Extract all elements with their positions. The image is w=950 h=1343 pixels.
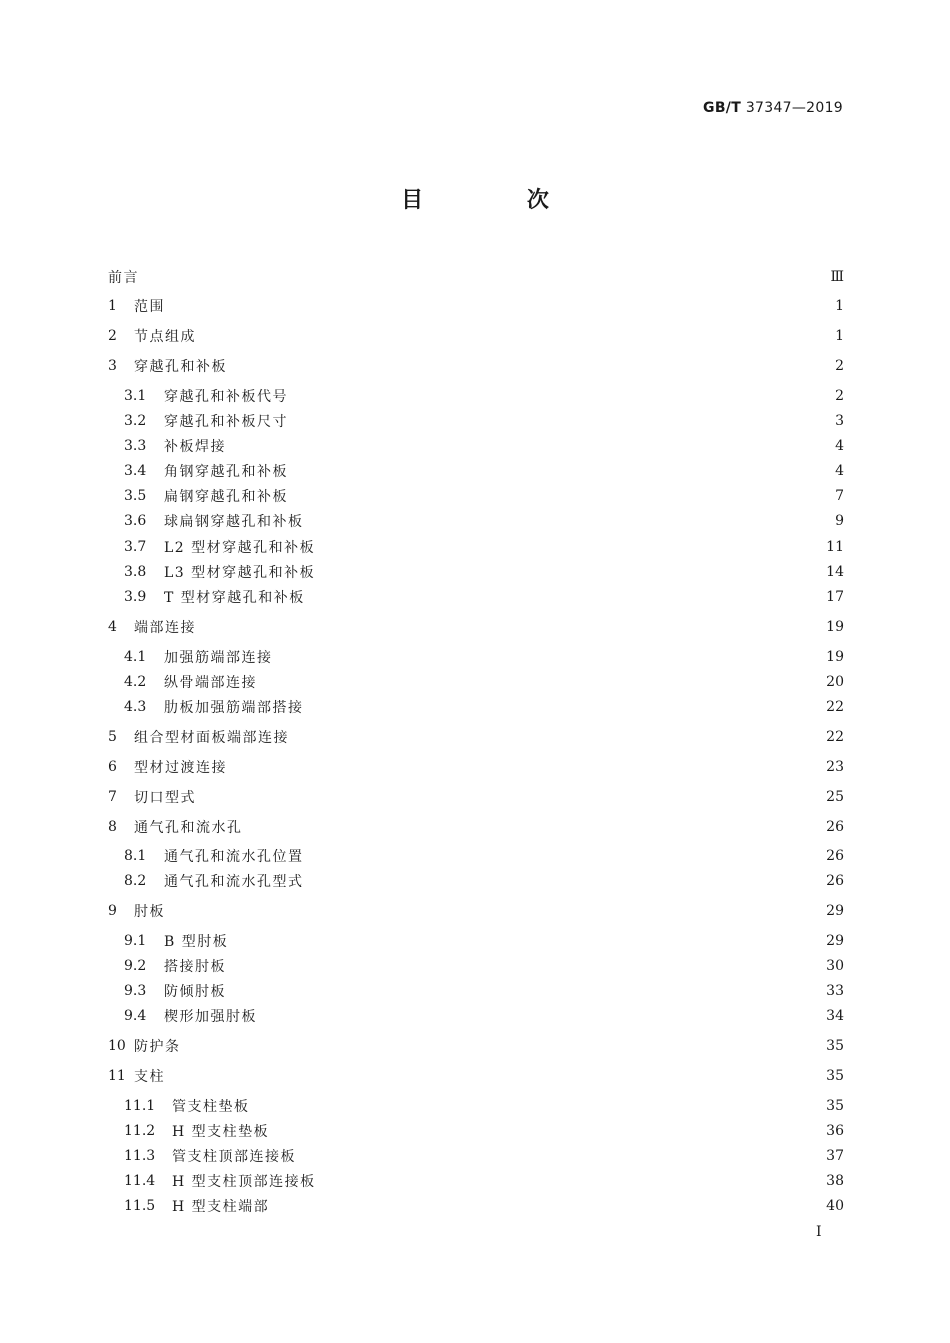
toc-leader-dots bbox=[173, 904, 820, 918]
toc-entry-page: 22 bbox=[826, 729, 844, 745]
toc-entry[interactable] bbox=[108, 1119, 844, 1143]
toc-entry-number: 9 bbox=[108, 903, 117, 919]
toc-entry[interactable] bbox=[108, 785, 844, 809]
toc-entry-number: 3.3 bbox=[124, 438, 147, 454]
toc-entry[interactable] bbox=[108, 1144, 844, 1168]
toc-entry-page: 23 bbox=[826, 759, 844, 775]
toc-entry-number: 6 bbox=[108, 759, 117, 775]
page-title: 目 次 bbox=[401, 188, 597, 213]
toc-leader-dots bbox=[147, 270, 824, 284]
toc-entry-page: 9 bbox=[835, 513, 844, 529]
toc-entry-label: L3 型材穿越孔和补板 bbox=[164, 565, 316, 581]
toc-entry-page: 26 bbox=[826, 873, 844, 889]
standard-prefix: GB/T bbox=[703, 100, 742, 116]
toc-entry[interactable] bbox=[108, 815, 844, 839]
toc-entry-number: 9.3 bbox=[124, 983, 147, 999]
toc-entry[interactable] bbox=[108, 409, 844, 433]
toc-entry[interactable] bbox=[108, 670, 844, 694]
toc-entry-page: 38 bbox=[826, 1173, 844, 1189]
toc-leader-dots bbox=[323, 540, 820, 554]
toc-leader-dots bbox=[281, 650, 821, 664]
toc-entry-number: 3 bbox=[108, 358, 117, 374]
toc-entry[interactable] bbox=[108, 560, 844, 584]
toc-entry-page: 30 bbox=[826, 958, 844, 974]
toc-leader-dots bbox=[297, 730, 820, 744]
toc-entry-page: 19 bbox=[826, 619, 844, 635]
toc-entry-page: 11 bbox=[826, 539, 844, 555]
toc-entry[interactable] bbox=[108, 1094, 844, 1118]
toc-entry-page: Ⅲ bbox=[830, 269, 844, 285]
toc-entry[interactable] bbox=[108, 869, 844, 893]
toc-entry-number: 3.5 bbox=[124, 488, 147, 504]
toc-entry-page: 37 bbox=[826, 1148, 844, 1164]
toc-entry-label: 穿越孔和补板 bbox=[134, 359, 227, 375]
toc-entry[interactable] bbox=[108, 509, 844, 533]
toc-entry[interactable] bbox=[108, 265, 844, 289]
toc-entry[interactable] bbox=[108, 755, 844, 779]
toc-entry-number: 11.1 bbox=[124, 1098, 156, 1114]
toc-entry-number: 3.4 bbox=[124, 463, 147, 479]
toc-entry[interactable] bbox=[108, 1034, 844, 1058]
toc-entry-page: 35 bbox=[826, 1098, 844, 1114]
toc-entry-label: 扁钢穿越孔和补板 bbox=[164, 489, 288, 505]
toc-entry-number: 9.4 bbox=[124, 1008, 147, 1024]
toc-entry-number: 8.2 bbox=[124, 873, 147, 889]
toc-entry-page: 1 bbox=[835, 328, 844, 344]
toc-entry-label: L2 型材穿越孔和补板 bbox=[164, 540, 316, 556]
toc-leader-dots bbox=[265, 1009, 820, 1023]
toc-entry-number: 3.1 bbox=[124, 388, 147, 404]
toc-entry-label: 穿越孔和补板代号 bbox=[164, 389, 288, 405]
toc-entry-page: 26 bbox=[826, 848, 844, 864]
toc-entry-label: 肋板加强筋端部搭接 bbox=[164, 700, 304, 716]
toc-leader-dots bbox=[236, 934, 820, 948]
toc-entry-label: B 型肘板 bbox=[164, 934, 229, 950]
toc-leader-dots bbox=[296, 414, 824, 428]
toc-leader-dots bbox=[277, 1124, 820, 1138]
standard-number bbox=[703, 100, 843, 116]
toc-entry-label: 通气孔和流水孔 bbox=[134, 820, 243, 836]
toc-leader-dots bbox=[204, 620, 820, 634]
toc-entry-number: 4.2 bbox=[124, 674, 147, 690]
toc-entry-page: 33 bbox=[826, 983, 844, 999]
toc-entry-number: 11.5 bbox=[124, 1198, 156, 1214]
toc-entry[interactable] bbox=[108, 1169, 844, 1193]
toc-leader-dots bbox=[189, 1039, 821, 1053]
toc-leader-dots bbox=[277, 1199, 820, 1213]
toc-entry-number: 1 bbox=[108, 298, 117, 314]
toc-entry-label: 范围 bbox=[134, 299, 165, 315]
toc-entry-label: 通气孔和流水孔型式 bbox=[164, 874, 304, 890]
toc-entry[interactable] bbox=[108, 954, 844, 978]
page-number: I bbox=[816, 1224, 822, 1240]
toc-entry-label: 防护条 bbox=[134, 1039, 181, 1055]
toc-entry-label: 楔形加强肘板 bbox=[164, 1009, 257, 1025]
toc-entry-label: 管支柱垫板 bbox=[172, 1099, 250, 1115]
toc-entry-number: 11.3 bbox=[124, 1148, 156, 1164]
toc-entry-page: 29 bbox=[826, 903, 844, 919]
toc-entry-label: H 型支柱顶部连接板 bbox=[172, 1174, 316, 1190]
toc-entry-number: 10 bbox=[108, 1038, 126, 1054]
toc-entry[interactable] bbox=[108, 384, 844, 408]
toc-entry-number: 11.4 bbox=[124, 1173, 156, 1189]
toc-leader-dots bbox=[296, 464, 824, 478]
toc-entry-number: 9.2 bbox=[124, 958, 147, 974]
toc-entry-number: 9.1 bbox=[124, 933, 147, 949]
toc-entry-number: 5 bbox=[108, 729, 117, 745]
toc-entry[interactable] bbox=[108, 695, 844, 719]
toc-entry-number: 3.6 bbox=[124, 513, 147, 529]
toc-entry-label: 切口型式 bbox=[134, 790, 196, 806]
toc-entry-label: 搭接肘板 bbox=[164, 959, 226, 975]
toc-entry-label: 球扁钢穿越孔和补板 bbox=[164, 514, 304, 530]
toc-entry-page: 20 bbox=[826, 674, 844, 690]
toc-entry-label: 管支柱顶部连接板 bbox=[172, 1149, 296, 1165]
toc-entry[interactable] bbox=[108, 1194, 844, 1218]
toc-entry-number: 3.8 bbox=[124, 564, 147, 580]
toc-entry-label: 纵骨端部连接 bbox=[164, 675, 257, 691]
toc-leader-dots bbox=[258, 1099, 821, 1113]
toc-leader-dots bbox=[304, 1149, 820, 1163]
toc-entry[interactable] bbox=[108, 294, 844, 318]
toc-entry-label: T 型材穿越孔和补板 bbox=[164, 590, 305, 606]
toc-entry-page: 4 bbox=[835, 463, 844, 479]
toc-entry-page: 29 bbox=[826, 933, 844, 949]
toc-entry-label: 端部连接 bbox=[134, 620, 196, 636]
toc-leader-dots bbox=[312, 874, 821, 888]
toc-leader-dots bbox=[204, 790, 820, 804]
toc-leader-dots bbox=[173, 299, 824, 313]
toc-entry-page: 4 bbox=[835, 438, 844, 454]
toc-leader-dots bbox=[324, 1174, 821, 1188]
toc-entry-label: 角钢穿越孔和补板 bbox=[164, 464, 288, 480]
toc-leader-dots bbox=[235, 760, 820, 774]
toc-entry-page: 25 bbox=[826, 789, 844, 805]
toc-entry[interactable] bbox=[108, 585, 844, 609]
toc-entry[interactable] bbox=[108, 484, 844, 508]
toc-entry[interactable] bbox=[108, 354, 844, 378]
toc-entry[interactable] bbox=[108, 615, 844, 639]
toc-leader-dots bbox=[204, 329, 824, 343]
toc-leader-dots bbox=[312, 514, 825, 528]
toc-entry-label: 支柱 bbox=[134, 1069, 165, 1085]
toc-entry[interactable] bbox=[108, 1004, 844, 1028]
toc-entry-label: 组合型材面板端部连接 bbox=[134, 730, 289, 746]
toc-leader-dots bbox=[296, 389, 824, 403]
toc-entry-label: H 型支柱端部 bbox=[172, 1199, 270, 1215]
toc-entry[interactable] bbox=[108, 899, 844, 923]
toc-entry-label: 防倾肘板 bbox=[164, 984, 226, 1000]
toc-entry[interactable] bbox=[108, 535, 844, 559]
toc-entry-number: 3.7 bbox=[124, 539, 147, 555]
toc-entry[interactable] bbox=[108, 645, 844, 669]
toc-entry-label: 穿越孔和补板尺寸 bbox=[164, 414, 288, 430]
toc-leader-dots bbox=[234, 984, 820, 998]
toc-entry[interactable] bbox=[108, 1064, 844, 1088]
toc-leader-dots bbox=[234, 439, 824, 453]
toc-leader-dots bbox=[323, 565, 820, 579]
standard-code: 37347—2019 bbox=[745, 100, 843, 116]
toc-entry-number: 7 bbox=[108, 789, 117, 805]
toc-entry[interactable] bbox=[108, 459, 844, 483]
toc-entry-number: 3.2 bbox=[124, 413, 147, 429]
toc-entry-page: 1 bbox=[835, 298, 844, 314]
toc-entry-page: 2 bbox=[835, 358, 844, 374]
toc-entry-page: 22 bbox=[826, 699, 844, 715]
toc-leader-dots bbox=[173, 1069, 820, 1083]
toc-entry-page: 34 bbox=[826, 1008, 844, 1024]
toc-entry[interactable] bbox=[108, 434, 844, 458]
toc-leader-dots bbox=[312, 849, 821, 863]
toc-entry-page: 36 bbox=[826, 1123, 844, 1139]
toc-entry-label: 肘板 bbox=[134, 904, 165, 920]
toc-leader-dots bbox=[313, 590, 820, 604]
toc-leader-dots bbox=[312, 700, 821, 714]
toc-entry[interactable] bbox=[108, 324, 844, 348]
toc-entry-number: 4.1 bbox=[124, 649, 147, 665]
toc-entry-page: 26 bbox=[826, 819, 844, 835]
toc-entry-page: 19 bbox=[826, 649, 844, 665]
toc-entry[interactable] bbox=[108, 929, 844, 953]
toc-entry-page: 17 bbox=[826, 589, 844, 605]
toc-entry-label: 型材过渡连接 bbox=[134, 760, 227, 776]
toc-leader-dots bbox=[265, 675, 820, 689]
toc-entry-label: 节点组成 bbox=[134, 329, 196, 345]
toc-entry-number: 4.3 bbox=[124, 699, 147, 715]
toc-entry-page: 2 bbox=[835, 388, 844, 404]
toc-leader-dots bbox=[235, 359, 824, 373]
toc-entry-page: 40 bbox=[826, 1198, 844, 1214]
toc-entry-number: 2 bbox=[108, 328, 117, 344]
toc-entry-number: 11.2 bbox=[124, 1123, 156, 1139]
toc-leader-dots bbox=[296, 489, 824, 503]
toc-entry[interactable] bbox=[108, 844, 844, 868]
toc-entry-number: 3.9 bbox=[124, 589, 147, 605]
toc-entry-label: H 型支柱垫板 bbox=[172, 1124, 270, 1140]
toc-entry-number: 11 bbox=[108, 1068, 126, 1084]
toc-entry[interactable] bbox=[108, 979, 844, 1003]
toc-leader-dots bbox=[251, 820, 821, 834]
toc-entry-page: 35 bbox=[826, 1068, 844, 1084]
toc-entry-number: 4 bbox=[108, 619, 117, 635]
toc-entry-label: 通气孔和流水孔位置 bbox=[164, 849, 304, 865]
toc-entry-page: 35 bbox=[826, 1038, 844, 1054]
toc-entry-number: 8.1 bbox=[124, 848, 147, 864]
toc-entry-label: 前言 bbox=[108, 270, 139, 286]
toc-leader-dots bbox=[234, 959, 820, 973]
toc-entry-page: 14 bbox=[826, 564, 844, 580]
toc-entry-number: 8 bbox=[108, 819, 117, 835]
toc-entry-label: 加强筋端部连接 bbox=[164, 650, 273, 666]
toc-entry-label: 补板焊接 bbox=[164, 439, 226, 455]
toc-entry-page: 3 bbox=[835, 413, 844, 429]
toc-entry-page: 7 bbox=[835, 488, 844, 504]
toc-entry[interactable] bbox=[108, 725, 844, 749]
